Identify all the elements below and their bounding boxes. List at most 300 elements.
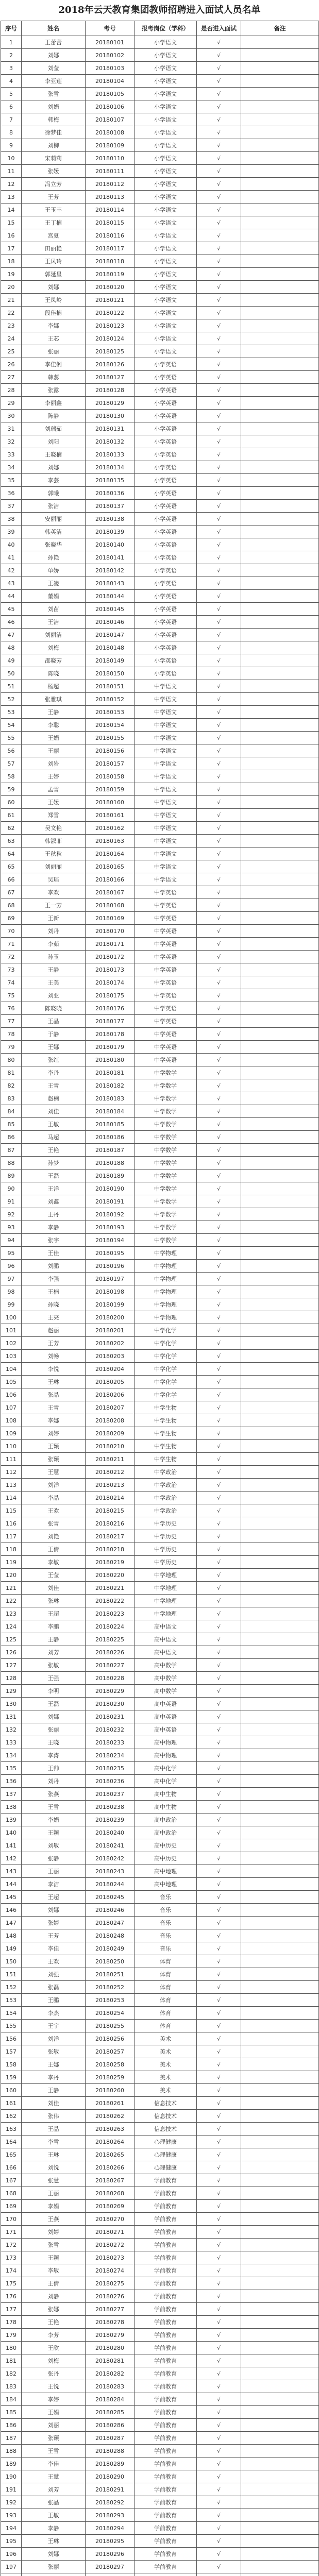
cell-index: 67	[1, 886, 22, 899]
table-row	[1, 1401, 319, 1414]
cell-index: 66	[1, 873, 22, 886]
cell-exam-number: 20180216	[86, 1517, 135, 1530]
header-position: 报考岗位（学科）	[135, 21, 197, 36]
cell-interview: √	[197, 1929, 241, 1942]
cell-index: 155	[1, 2020, 22, 2032]
cell-name: 宋莉莉	[22, 152, 86, 165]
cell-index: 99	[1, 1298, 22, 1311]
cell-position: 中学物理	[135, 1311, 197, 1324]
cell-position: 小学语文	[135, 294, 197, 307]
cell-interview: √	[197, 255, 241, 268]
cell-exam-number: 20180220	[86, 1569, 135, 1582]
cell-name: 王娜	[22, 2058, 86, 2071]
cell-index: 185	[1, 2406, 22, 2419]
cell-name: 刘瑞茹	[22, 422, 86, 435]
cell-name: 陈晓	[22, 667, 86, 680]
table-row	[1, 2329, 319, 2342]
cell-name: 刘娜	[22, 2548, 86, 2561]
cell-remark	[241, 1260, 319, 1273]
table-row	[1, 1801, 319, 1814]
cell-interview: √	[197, 590, 241, 603]
cell-interview: √	[197, 1723, 241, 1736]
cell-index: 135	[1, 1762, 22, 1775]
cell-remark	[241, 693, 319, 706]
cell-remark	[241, 2123, 319, 2136]
cell-remark	[241, 1942, 319, 1955]
cell-exam-number: 20180161	[86, 809, 135, 822]
cell-name: 李芳	[22, 2329, 86, 2342]
table-row	[1, 435, 319, 448]
cell-exam-number: 20180274	[86, 2264, 135, 2277]
cell-name: 刘娜	[22, 1904, 86, 1917]
cell-name: 张洁	[22, 500, 86, 513]
cell-name: 王莹	[22, 1569, 86, 1582]
cell-remark	[241, 2303, 319, 2316]
cell-position: 学前教育	[135, 2432, 197, 2445]
cell-exam-number: 20180238	[86, 1801, 135, 1814]
cell-interview: √	[197, 1814, 241, 1826]
table-row	[1, 2483, 319, 2496]
cell-remark	[241, 1904, 319, 1917]
cell-name: 王倩	[22, 2277, 86, 2290]
cell-name: 李娟	[22, 2200, 86, 2213]
cell-remark	[241, 1311, 319, 1324]
cell-exam-number: 20180111	[86, 165, 135, 178]
header-exam-number: 考号	[86, 21, 135, 36]
cell-remark	[241, 1556, 319, 1569]
cell-position: 小学英语	[135, 654, 197, 667]
cell-position: 学前教育	[135, 2458, 197, 2470]
cell-interview: √	[197, 629, 241, 641]
cell-position: 中学数学	[135, 1066, 197, 1079]
cell-interview: √	[197, 1363, 241, 1376]
cell-exam-number: 20180195	[86, 1247, 135, 1260]
cell-position: 美术	[135, 2084, 197, 2097]
cell-name: 王颖	[22, 1826, 86, 1839]
cell-name: 王婷	[22, 770, 86, 783]
cell-index: 71	[1, 938, 22, 951]
cell-exam-number: 20180150	[86, 667, 135, 680]
cell-interview: √	[197, 1556, 241, 1569]
table-row	[1, 1826, 319, 1839]
cell-position: 中学政治	[135, 1504, 197, 1517]
cell-remark	[241, 963, 319, 976]
table-row	[1, 1942, 319, 1955]
cell-remark	[241, 2071, 319, 2084]
cell-interview: √	[197, 1234, 241, 1247]
cell-position: 中学数学	[135, 1170, 197, 1182]
cell-remark	[241, 2380, 319, 2393]
cell-interview: √	[197, 2226, 241, 2239]
cell-position: 小学语文	[135, 255, 197, 268]
cell-index: 157	[1, 2045, 22, 2058]
table-row	[1, 989, 319, 1002]
cell-position: 中学英语	[135, 963, 197, 976]
cell-name: 张雪	[22, 88, 86, 100]
cell-exam-number: 20180253	[86, 1994, 135, 2007]
table-row	[1, 1273, 319, 1285]
cell-index: 7	[1, 113, 22, 126]
cell-interview: √	[197, 1401, 241, 1414]
cell-name: 吴瑶	[22, 873, 86, 886]
cell-exam-number: 20180256	[86, 2032, 135, 2045]
cell-index: 172	[1, 2239, 22, 2251]
cell-name: 张雪	[22, 1517, 86, 1530]
cell-index	[1, 2573, 22, 2576]
cell-remark	[241, 435, 319, 448]
table-row	[1, 2058, 319, 2071]
cell-exam-number: 20180279	[86, 2329, 135, 2342]
table-row	[1, 2316, 319, 2329]
cell-name: 王媛	[22, 796, 86, 809]
table-body	[1, 36, 319, 2576]
cell-interview: √	[197, 2213, 241, 2226]
cell-index: 129	[1, 1685, 22, 1698]
cell-name: 王燕	[22, 2213, 86, 2226]
cell-name: 邵晓芳	[22, 654, 86, 667]
cell-remark	[241, 938, 319, 951]
cell-position: 小学语文	[135, 62, 197, 75]
table-row	[1, 384, 319, 397]
cell-remark	[241, 2239, 319, 2251]
cell-index: 85	[1, 1118, 22, 1131]
table-row	[1, 1504, 319, 1517]
cell-name: 王娟	[22, 2406, 86, 2419]
cell-index: 115	[1, 1504, 22, 1517]
cell-exam-number: 20180293	[86, 2509, 135, 2522]
cell-exam-number: 20180280	[86, 2342, 135, 2354]
cell-name: 李静	[22, 1221, 86, 1234]
cell-position: 体育	[135, 1981, 197, 1994]
cell-position: 中学政治	[135, 1492, 197, 1504]
cell-name: 王强	[22, 1672, 86, 1685]
cell-index: 63	[1, 835, 22, 848]
table-row	[1, 2303, 319, 2316]
cell-position: 小学语文	[135, 36, 197, 49]
cell-remark	[241, 216, 319, 229]
cell-name: 王静	[22, 1633, 86, 1646]
cell-index: 166	[1, 2161, 22, 2174]
table-row	[1, 294, 319, 307]
cell-interview: √	[197, 397, 241, 410]
cell-position: 小学英语	[135, 564, 197, 577]
cell-remark	[241, 1182, 319, 1195]
cell-position: 学前教育	[135, 2561, 197, 2573]
cell-name: 王新	[22, 912, 86, 925]
cell-position: 中学英语	[135, 925, 197, 938]
cell-interview: √	[197, 1878, 241, 1891]
table-row	[1, 1659, 319, 1672]
cell-name: 李明	[22, 1685, 86, 1698]
cell-exam-number: 20180139	[86, 526, 135, 538]
cell-position: 小学英语	[135, 513, 197, 526]
cell-remark	[241, 1723, 319, 1736]
cell-exam-number: 20180127	[86, 371, 135, 384]
cell-position: 体育	[135, 1955, 197, 1968]
cell-position: 中学英语	[135, 951, 197, 963]
table-row	[1, 551, 319, 564]
cell-exam-number: 20180106	[86, 100, 135, 113]
cell-exam-number: 20180289	[86, 2458, 135, 2470]
cell-name: 王帅	[22, 1762, 86, 1775]
cell-position: 小学语文	[135, 126, 197, 139]
cell-position: 中学数学	[135, 1144, 197, 1157]
cell-name: 董娟	[22, 590, 86, 603]
cell-interview: √	[197, 88, 241, 100]
cell-interview: √	[197, 1157, 241, 1170]
cell-name: 李聪	[22, 719, 86, 732]
table-row	[1, 912, 319, 925]
cell-index: 22	[1, 307, 22, 319]
cell-exam-number: 20180194	[86, 1234, 135, 1247]
cell-index: 25	[1, 345, 22, 358]
cell-interview: √	[197, 976, 241, 989]
cell-interview: √	[197, 229, 241, 242]
table-row	[1, 1234, 319, 1247]
cell-index: 28	[1, 384, 22, 397]
cell-index: 140	[1, 1826, 22, 1839]
cell-position: 小学英语	[135, 641, 197, 654]
table-row	[1, 1633, 319, 1646]
cell-name: 王一芳	[22, 899, 86, 912]
table-row	[1, 2161, 319, 2174]
cell-index: 132	[1, 1723, 22, 1736]
cell-exam-number: 20180148	[86, 641, 135, 654]
cell-remark	[241, 139, 319, 152]
cell-position: 中学物理	[135, 1285, 197, 1298]
cell-interview: √	[197, 410, 241, 422]
cell-name: 韩英洁	[22, 526, 86, 538]
cell-exam-number: 20180149	[86, 654, 135, 667]
table-row	[1, 1260, 319, 1273]
table-row	[1, 770, 319, 783]
cell-exam-number: 20180207	[86, 1401, 135, 1414]
cell-exam-number: 20180193	[86, 1221, 135, 1234]
cell-exam-number: 20180189	[86, 1170, 135, 1182]
cell-name: 王芯	[22, 332, 86, 345]
cell-position: 中学语文	[135, 848, 197, 860]
cell-position: 体育	[135, 1994, 197, 2007]
cell-index: 84	[1, 1105, 22, 1118]
cell-name: 刘芳	[22, 2483, 86, 2496]
table-row	[1, 268, 319, 281]
cell-interview: √	[197, 319, 241, 332]
cell-interview: √	[197, 2445, 241, 2458]
cell-name: 马超	[22, 1131, 86, 1144]
cell-name: 刘苗	[22, 603, 86, 616]
cell-exam-number: 20180226	[86, 1646, 135, 1659]
cell-remark	[241, 2419, 319, 2432]
cell-interview: √	[197, 2496, 241, 2509]
cell-remark	[241, 1414, 319, 1427]
cell-remark	[241, 976, 319, 989]
cell-interview: √	[197, 1002, 241, 1015]
table-row	[1, 2110, 319, 2123]
cell-name: 李鹏	[22, 1620, 86, 1633]
cell-remark	[241, 706, 319, 719]
cell-position: 学前教育	[135, 2509, 197, 2522]
cell-index: 62	[1, 822, 22, 835]
cell-name: 王秋秋	[22, 848, 86, 860]
cell-interview: √	[197, 268, 241, 281]
table-row	[1, 835, 319, 848]
cell-index: 143	[1, 1865, 22, 1878]
cell-index: 39	[1, 526, 22, 538]
cell-position: 小学语文	[135, 75, 197, 88]
cell-exam-number: 20180186	[86, 1131, 135, 1144]
cell-interview: √	[197, 2007, 241, 2020]
cell-remark	[241, 1054, 319, 1066]
cell-index: 117	[1, 1530, 22, 1543]
cell-remark	[241, 204, 319, 216]
cell-remark	[241, 732, 319, 744]
cell-name: 张敏	[22, 1659, 86, 1672]
cell-position: 高中物理	[135, 1736, 197, 1749]
cell-name: 王倩	[22, 1543, 86, 1556]
cell-interview: √	[197, 2174, 241, 2187]
table-row	[1, 757, 319, 770]
cell-index: 158	[1, 2058, 22, 2071]
cell-exam-number: 20180265	[86, 2148, 135, 2161]
cell-index: 59	[1, 783, 22, 796]
cell-remark	[241, 1917, 319, 1929]
cell-position: 高中地理	[135, 1878, 197, 1891]
candidate-table	[1, 21, 319, 2576]
cell-remark	[241, 113, 319, 126]
cell-exam-number: 20180213	[86, 1479, 135, 1492]
cell-remark	[241, 1066, 319, 1079]
cell-interview: √	[197, 2071, 241, 2084]
cell-index: 165	[1, 2148, 22, 2161]
cell-remark	[241, 2393, 319, 2406]
table-row	[1, 1981, 319, 1994]
cell-interview: √	[197, 2509, 241, 2522]
cell-position: 学前教育	[135, 2522, 197, 2535]
cell-position: 小学英语	[135, 358, 197, 371]
cell-position: 体育	[135, 1968, 197, 1981]
cell-exam-number: 20180171	[86, 938, 135, 951]
cell-index: 130	[1, 1698, 22, 1710]
cell-index: 170	[1, 2213, 22, 2226]
cell-index: 40	[1, 538, 22, 551]
table-row	[1, 410, 319, 422]
cell-interview: √	[197, 178, 241, 191]
cell-position: 小学英语	[135, 435, 197, 448]
table-row	[1, 590, 319, 603]
cell-index: 197	[1, 2561, 22, 2573]
cell-position: 中学英语	[135, 976, 197, 989]
cell-remark	[241, 2161, 319, 2174]
table-row	[1, 744, 319, 757]
cell-index: 29	[1, 397, 22, 410]
cell-index: 192	[1, 2496, 22, 2509]
cell-name: 李亚莲	[22, 75, 86, 88]
table-row	[1, 2174, 319, 2187]
cell-remark	[241, 1749, 319, 1762]
cell-exam-number: 20180157	[86, 757, 135, 770]
cell-name: 王亮	[22, 1311, 86, 1324]
cell-interview: √	[197, 1492, 241, 1504]
cell-exam-number: 20180102	[86, 49, 135, 62]
cell-interview: √	[197, 1105, 241, 1118]
table-row	[1, 1839, 319, 1852]
table-row	[1, 75, 319, 88]
cell-name: 冯立芳	[22, 178, 86, 191]
cell-position: 中学物理	[135, 1247, 197, 1260]
cell-position: 小学英语	[135, 526, 197, 538]
cell-name: 李茹	[22, 938, 86, 951]
cell-interview: √	[197, 1440, 241, 1453]
cell-exam-number: 20180206	[86, 1388, 135, 1401]
cell-position: 高中数学	[135, 1685, 197, 1698]
table-row	[1, 1672, 319, 1685]
cell-name: 张敏	[22, 2045, 86, 2058]
cell-exam-number: 20180246	[86, 1904, 135, 1917]
cell-exam-number: 20180107	[86, 113, 135, 126]
cell-interview: √	[197, 62, 241, 75]
cell-interview: √	[197, 641, 241, 654]
cell-position: 小学英语	[135, 616, 197, 629]
cell-name: 王悦	[22, 2380, 86, 2393]
cell-remark	[241, 629, 319, 641]
cell-exam-number: 20180188	[86, 1157, 135, 1170]
cell-remark	[241, 1453, 319, 1466]
cell-name: 刘洋	[22, 2032, 86, 2045]
cell-position: 小学语文	[135, 165, 197, 178]
table-row	[1, 2213, 319, 2226]
cell-name: 孙艳	[22, 551, 86, 564]
cell-name: 王磊	[22, 1170, 86, 1182]
cell-name: 李雪	[22, 2136, 86, 2148]
table-row	[1, 358, 319, 371]
cell-index: 108	[1, 1414, 22, 1427]
cell-index: 64	[1, 848, 22, 860]
cell-position: 心理健康	[135, 2161, 197, 2174]
table-row	[1, 229, 319, 242]
table-row	[1, 1221, 319, 1234]
cell-interview: √	[197, 1530, 241, 1543]
cell-interview: √	[197, 2432, 241, 2445]
cell-index: 81	[1, 1066, 22, 1079]
table-row	[1, 616, 319, 629]
cell-index: 13	[1, 191, 22, 204]
table-row	[1, 2445, 319, 2458]
cell-exam-number: 20180166	[86, 873, 135, 886]
cell-name: 刘亚	[22, 989, 86, 1002]
table-row	[1, 1066, 319, 1079]
cell-remark	[241, 1363, 319, 1376]
table-row	[1, 1994, 319, 2007]
cell-remark	[241, 487, 319, 500]
cell-exam-number: 20180192	[86, 1208, 135, 1221]
cell-index: 176	[1, 2290, 22, 2303]
cell-position: 音乐	[135, 1904, 197, 1917]
cell-position: 小学语文	[135, 229, 197, 242]
cell-remark	[241, 513, 319, 526]
cell-exam-number: 20180126	[86, 358, 135, 371]
cell-position: 音乐	[135, 1917, 197, 1929]
table-row	[1, 1247, 319, 1260]
cell-index: 107	[1, 1401, 22, 1414]
cell-remark	[241, 783, 319, 796]
cell-exam-number: 20180168	[86, 899, 135, 912]
cell-exam-number: 20180190	[86, 1182, 135, 1195]
cell-interview: √	[197, 1595, 241, 1607]
cell-name: 李敏	[22, 1556, 86, 1569]
cell-exam-number: 20180160	[86, 796, 135, 809]
cell-name: 王丁楠	[22, 216, 86, 229]
table-row	[1, 2251, 319, 2264]
